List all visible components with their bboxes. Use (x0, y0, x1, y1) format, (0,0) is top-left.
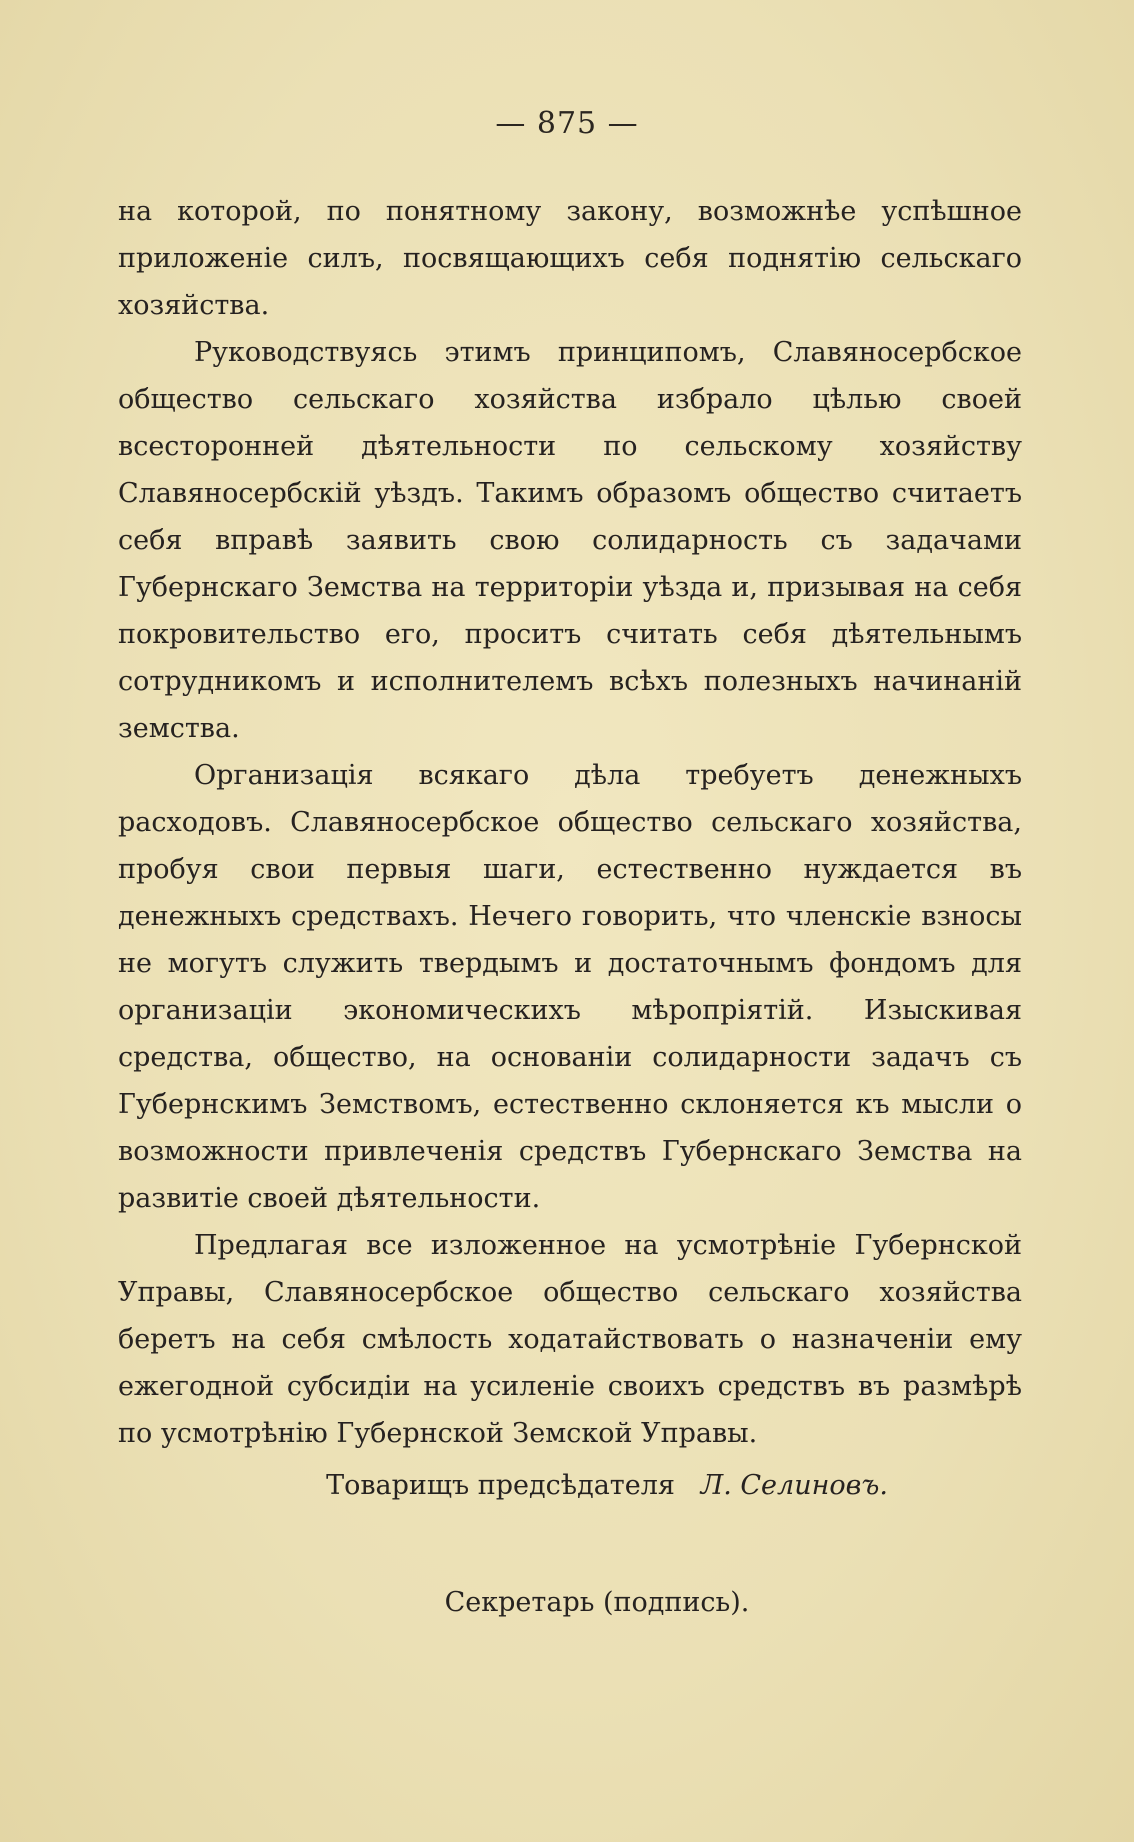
deputy-signature-line (40, 1470, 1134, 1501)
secretary-signature-line: Секретарь (подпись). (444, 1587, 750, 1618)
paragraph-2: Руководствуясь этимъ принципомъ, Славяносербское общество сельскаго хозяйства избрало цѣлью своей всесторонней дѣятельности по сельскому хозяйству Славяносербскій уѣздъ. Такимъ образомъ общество считаетъ себя вправѣ заявить свою солидарность съ задачами Губернскаго Земства на территоріи уѣзда и, призывая на себя покровительство его, проситъ считать себя дѣятельнымъ сотрудникомъ и исполнителемъ всѣхъ полезныхъ начинаній земства. (118, 337, 1022, 744)
paragraph-4: Предлагая все изложенное на усмотрѣніе Губернской Управы, Славяносербское общество сельскаго хозяйства беретъ на себя смѣлость ходатайствовать о назначеніи ему ежегодной субсидіи на усиленіе своихъ средствъ въ размѣрѣ по усмотрѣнію Губернской Земской Управы. (118, 1230, 1022, 1449)
page-number: — 875 — (495, 106, 639, 141)
deputy-title: Товарищъ предсѣдателя (326, 1470, 675, 1501)
deputy-name: Л. Селиновъ. (700, 1470, 888, 1501)
paragraph-3: Организація всякаго дѣла требуетъ денежныхъ расходовъ. Славяносербское общество сельскаго хозяйства, пробуя свои первыя шаги, естественно нуждается въ денежныхъ средствахъ. Нечего говорить, что членскіе взносы не могутъ служить твердымъ и достаточнымъ фондомъ для организаціи экономическихъ мѣропріятій. Изыскивая средства, общество, на основаніи солидарности задачъ съ Губернскимъ Земствомъ, естественно склоняется къ мысли о возможности привлеченія средствъ Губернскаго Земства на развитіе своей дѣятельности. (118, 760, 1022, 1214)
paragraph-1: на которой, по понятному закону, возможнѣе успѣшное приложеніе силъ, посвящающихъ себя поднятію сельскаго хозяйства. (118, 196, 1022, 321)
body-text (118, 188, 1022, 1457)
